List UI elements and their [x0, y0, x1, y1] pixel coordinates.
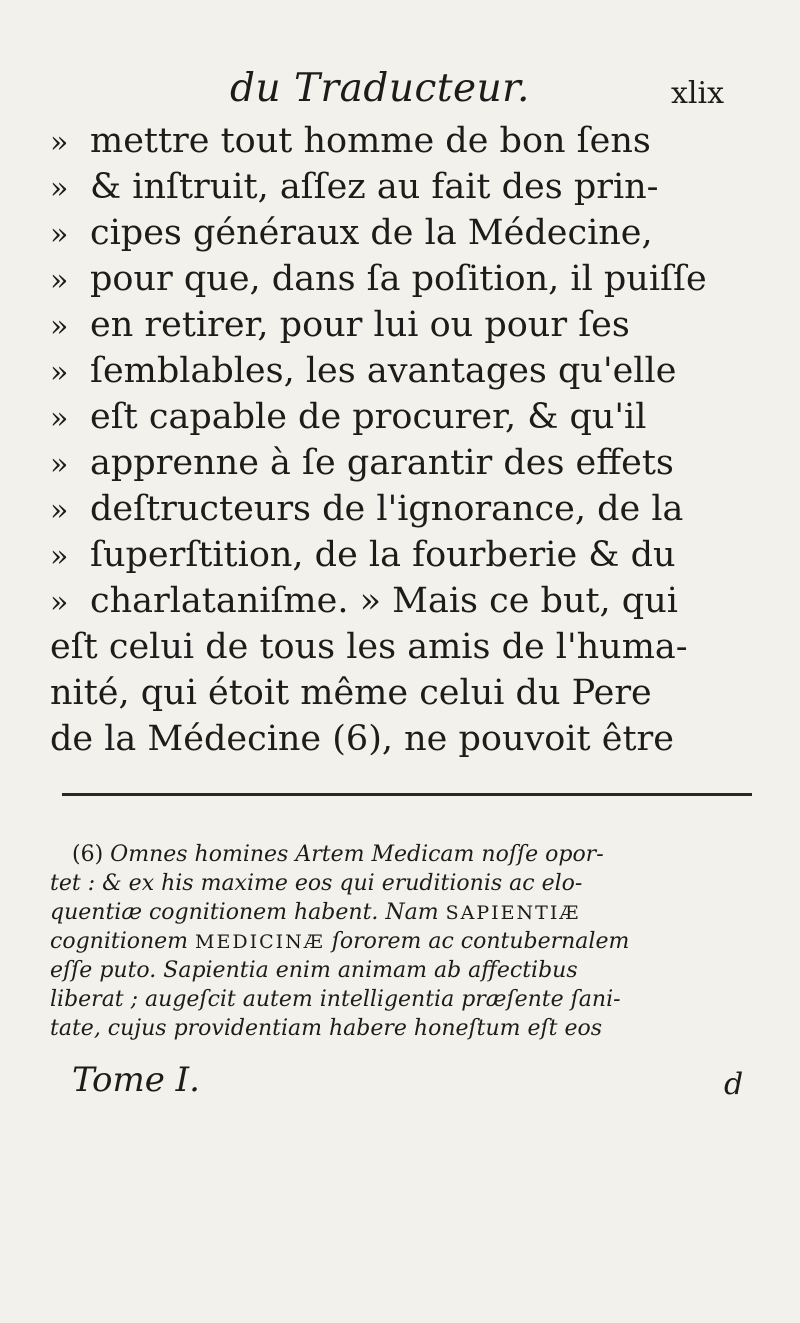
- text-line: [50, 394, 750, 440]
- text-line: [50, 164, 750, 210]
- page-footer: [50, 1060, 768, 1116]
- line-text: nité, qui étoit même celui du Pere: [50, 673, 652, 713]
- text-line: [50, 670, 750, 716]
- text-line: [50, 486, 750, 532]
- quote-mark: »: [50, 447, 69, 482]
- quote-mark: »: [50, 125, 69, 160]
- text-line: [50, 440, 750, 486]
- quote-mark: »: [50, 263, 69, 298]
- footnote-ref: (6): [72, 842, 104, 867]
- page-number: xlix: [671, 76, 725, 111]
- quote-mark: »: [50, 309, 69, 344]
- line-text: eſt capable de procurer, & qu'il: [90, 397, 647, 437]
- quote-mark: »: [50, 401, 69, 436]
- main-text: [50, 118, 750, 762]
- quote-mark: »: [50, 539, 69, 574]
- line-text: mettre tout homme de bon ſens: [90, 121, 651, 161]
- footnote-line: tate, cujus providentiam habere honeſtum eſt eos: [50, 1016, 603, 1041]
- line-text: ſuperſtition, de la fourberie & du: [90, 535, 676, 575]
- footnote-line: tet : & ex his maxime eos qui eruditionis ac elo-: [50, 871, 583, 896]
- footnote-line: liberat ; augeſcit autem intelligentia præſente ſani-: [50, 987, 621, 1012]
- quote-mark: »: [50, 217, 69, 252]
- text-line: [50, 578, 750, 624]
- text-line: [50, 210, 750, 256]
- footnote-line: cognitionem MEDICINÆ ſororem ac contubernalem: [50, 929, 630, 954]
- text-line: [50, 532, 750, 578]
- line-text: & inſtruit, aſſez au fait des prin-: [90, 167, 659, 207]
- footnote: [50, 840, 768, 1102]
- quote-mark: »: [50, 355, 69, 390]
- text-line: [50, 624, 750, 670]
- text-line: [50, 118, 750, 164]
- line-text: eſt celui de tous les amis de l'huma-: [50, 627, 688, 667]
- line-text: de la Médecine (6), ne pouvoit être: [50, 719, 674, 759]
- text-line: [50, 256, 750, 302]
- running-head: [0, 62, 800, 112]
- text-line: [50, 348, 750, 394]
- quote-mark: »: [50, 493, 69, 528]
- line-text: cipes généraux de la Médecine,: [90, 213, 653, 253]
- footnote-line: quentiæ cognitionem habent. Nam SAPIENTIÆ: [50, 900, 581, 925]
- footnote-line: eſſe puto. Sapientia enim animam ab affectibus: [50, 958, 578, 983]
- quote-mark: »: [50, 171, 69, 206]
- text-line: [50, 302, 750, 348]
- volume-label: Tome I.: [72, 1060, 200, 1100]
- quote-mark: »: [50, 585, 69, 620]
- footnote-line: (6) Omnes homines Artem Medicam noſſe opor-: [72, 842, 604, 867]
- text-line: [50, 716, 750, 762]
- line-text: apprenne à ſe garantir des effets: [90, 443, 674, 483]
- footnote-divider: [62, 793, 752, 796]
- line-text: ſemblables, les avantages qu'elle: [90, 351, 677, 391]
- line-text: deſtructeurs de l'ignorance, de la: [90, 489, 684, 529]
- running-title: du Traducteur.: [230, 66, 530, 111]
- line-text: charlataniſme. » Mais ce but, qui: [90, 581, 678, 621]
- signature-mark: d: [724, 1067, 744, 1102]
- line-text: en retirer, pour lui ou pour ſes: [90, 305, 630, 345]
- line-text: pour que, dans ſa poſition, il puiſſe: [90, 259, 707, 299]
